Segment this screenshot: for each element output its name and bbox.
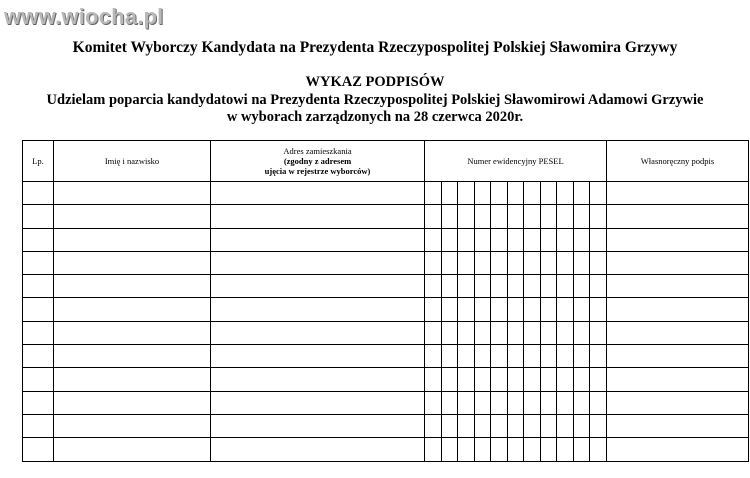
pesel-digit-box[interactable] bbox=[557, 252, 574, 274]
address-cell[interactable] bbox=[211, 321, 425, 344]
pesel-cell[interactable] bbox=[425, 182, 607, 205]
pesel-digit-box[interactable] bbox=[574, 229, 591, 251]
pesel-digit-boxes bbox=[425, 275, 606, 297]
table-row bbox=[23, 414, 749, 437]
pesel-digit-box[interactable] bbox=[442, 275, 459, 297]
pesel-digit-box[interactable] bbox=[524, 415, 541, 437]
table-row bbox=[23, 228, 749, 251]
pesel-digit-boxes bbox=[425, 438, 606, 460]
pesel-digit-box[interactable] bbox=[442, 415, 459, 437]
pesel-digit-box[interactable] bbox=[425, 275, 442, 297]
pesel-digit-box[interactable] bbox=[590, 298, 606, 320]
pesel-digit-box[interactable] bbox=[541, 205, 558, 227]
address-cell[interactable] bbox=[211, 205, 425, 228]
committee-title: Komitet Wyborczy Kandydata na Prezydenta Rzeczypospolitej Polskiej Sławomira Grzywy bbox=[72, 39, 678, 56]
pesel-digit-box[interactable] bbox=[442, 252, 459, 274]
pesel-digit-box[interactable] bbox=[590, 392, 606, 414]
header-address-note-2: ujęcia w rejestrze wyborców) bbox=[264, 166, 371, 176]
header-address bbox=[211, 141, 425, 182]
pesel-digit-boxes bbox=[425, 298, 606, 320]
table-row bbox=[23, 438, 749, 461]
pesel-digit-box[interactable] bbox=[442, 229, 459, 251]
table-header-row bbox=[23, 141, 749, 182]
address-cell[interactable] bbox=[211, 414, 425, 437]
pesel-digit-box[interactable] bbox=[524, 392, 541, 414]
signature-cell[interactable] bbox=[607, 438, 749, 461]
pesel-digit-box[interactable] bbox=[458, 252, 475, 274]
pesel-digit-box[interactable] bbox=[491, 229, 508, 251]
signature-cell[interactable] bbox=[607, 205, 749, 228]
signature-cell[interactable] bbox=[607, 321, 749, 344]
pesel-digit-box[interactable] bbox=[458, 392, 475, 414]
pesel-digit-boxes bbox=[425, 368, 606, 390]
signature-cell[interactable] bbox=[607, 298, 749, 321]
address-cell[interactable] bbox=[211, 345, 425, 368]
address-cell[interactable] bbox=[211, 298, 425, 321]
pesel-digit-box[interactable] bbox=[425, 322, 442, 344]
pesel-digit-box[interactable] bbox=[491, 275, 508, 297]
pesel-digit-box[interactable] bbox=[508, 182, 525, 204]
pesel-digit-box[interactable] bbox=[458, 438, 475, 460]
name-cell[interactable] bbox=[54, 275, 211, 298]
pesel-digit-box[interactable] bbox=[541, 298, 558, 320]
signature-cell[interactable] bbox=[607, 391, 749, 414]
pesel-digit-box[interactable] bbox=[475, 275, 492, 297]
name-cell[interactable] bbox=[54, 228, 211, 251]
lp-cell bbox=[23, 205, 54, 228]
signature-cell[interactable] bbox=[607, 414, 749, 437]
pesel-digit-box[interactable] bbox=[458, 229, 475, 251]
pesel-digit-box[interactable] bbox=[475, 205, 492, 227]
signature-cell[interactable] bbox=[607, 182, 749, 205]
pesel-digit-box[interactable] bbox=[524, 229, 541, 251]
pesel-cell[interactable] bbox=[425, 391, 607, 414]
pesel-digit-box[interactable] bbox=[491, 205, 508, 227]
pesel-cell[interactable] bbox=[425, 298, 607, 321]
pesel-digit-box[interactable] bbox=[425, 298, 442, 320]
address-cell[interactable] bbox=[211, 251, 425, 274]
table-row bbox=[23, 391, 749, 414]
pesel-digit-box[interactable] bbox=[475, 345, 492, 367]
table-row bbox=[23, 205, 749, 228]
table-row bbox=[23, 275, 749, 298]
pesel-digit-box[interactable] bbox=[442, 368, 459, 390]
pesel-digit-box[interactable] bbox=[557, 229, 574, 251]
pesel-digit-box[interactable] bbox=[458, 205, 475, 227]
lp-cell bbox=[23, 438, 54, 461]
name-cell[interactable] bbox=[54, 321, 211, 344]
pesel-digit-box[interactable] bbox=[541, 252, 558, 274]
pesel-digit-boxes bbox=[425, 415, 606, 437]
lp-cell bbox=[23, 251, 54, 274]
pesel-cell[interactable] bbox=[425, 438, 607, 461]
pesel-digit-box[interactable] bbox=[590, 415, 606, 437]
name-cell[interactable] bbox=[54, 414, 211, 437]
pesel-digit-box[interactable] bbox=[541, 275, 558, 297]
lp-cell bbox=[23, 414, 54, 437]
pesel-digit-box[interactable] bbox=[508, 298, 525, 320]
header-address-note-1: (zgodny z adresem bbox=[283, 156, 352, 166]
pesel-cell[interactable] bbox=[425, 275, 607, 298]
pesel-digit-box[interactable] bbox=[491, 345, 508, 367]
pesel-digit-box[interactable] bbox=[590, 205, 606, 227]
name-cell[interactable] bbox=[54, 251, 211, 274]
pesel-digit-box[interactable] bbox=[557, 298, 574, 320]
pesel-digit-box[interactable] bbox=[491, 298, 508, 320]
pesel-digit-boxes bbox=[425, 252, 606, 274]
pesel-digit-box[interactable] bbox=[425, 252, 442, 274]
signature-cell[interactable] bbox=[607, 275, 749, 298]
pesel-digit-box[interactable] bbox=[557, 322, 574, 344]
pesel-digit-box[interactable] bbox=[524, 322, 541, 344]
pesel-digit-box[interactable] bbox=[475, 298, 492, 320]
lp-cell bbox=[23, 298, 54, 321]
election-date-line: w wyborach zarządzonych na 28 czerwca 2020r. bbox=[226, 109, 524, 125]
pesel-digit-box[interactable] bbox=[524, 298, 541, 320]
pesel-digit-boxes bbox=[425, 205, 606, 227]
pesel-digit-box[interactable] bbox=[557, 275, 574, 297]
pesel-digit-box[interactable] bbox=[508, 252, 525, 274]
pesel-digit-box[interactable] bbox=[491, 252, 508, 274]
pesel-digit-box[interactable] bbox=[442, 182, 459, 204]
pesel-digit-box[interactable] bbox=[425, 392, 442, 414]
pesel-digit-boxes bbox=[425, 182, 606, 204]
table-row bbox=[23, 368, 749, 391]
pesel-digit-box[interactable] bbox=[524, 252, 541, 274]
pesel-digit-box[interactable] bbox=[541, 182, 558, 204]
signature-cell[interactable] bbox=[607, 345, 749, 368]
pesel-digit-box[interactable] bbox=[524, 345, 541, 367]
table-row bbox=[23, 298, 749, 321]
pesel-digit-box[interactable] bbox=[574, 252, 591, 274]
pesel-digit-box[interactable] bbox=[442, 438, 459, 460]
pesel-digit-box[interactable] bbox=[425, 182, 442, 204]
pesel-digit-box[interactable] bbox=[508, 229, 525, 251]
pesel-digit-box[interactable] bbox=[541, 438, 558, 460]
pesel-digit-box[interactable] bbox=[574, 415, 591, 437]
lp-cell bbox=[23, 321, 54, 344]
name-cell[interactable] bbox=[54, 182, 211, 205]
pesel-digit-box[interactable] bbox=[541, 368, 558, 390]
signature-cell[interactable] bbox=[607, 368, 749, 391]
pesel-cell[interactable] bbox=[425, 321, 607, 344]
pesel-digit-box[interactable] bbox=[574, 345, 591, 367]
pesel-digit-box[interactable] bbox=[590, 252, 606, 274]
form-heading bbox=[0, 74, 750, 127]
lp-cell bbox=[23, 275, 54, 298]
pesel-digit-box[interactable] bbox=[491, 392, 508, 414]
pesel-digit-box[interactable] bbox=[557, 438, 574, 460]
pesel-digit-box[interactable] bbox=[590, 275, 606, 297]
pesel-cell[interactable] bbox=[425, 251, 607, 274]
pesel-digit-box[interactable] bbox=[574, 368, 591, 390]
pesel-digit-box[interactable] bbox=[442, 392, 459, 414]
pesel-digit-box[interactable] bbox=[574, 182, 591, 204]
pesel-digit-box[interactable] bbox=[475, 182, 492, 204]
pesel-digit-box[interactable] bbox=[491, 415, 508, 437]
pesel-digit-boxes bbox=[425, 322, 606, 344]
pesel-cell[interactable] bbox=[425, 205, 607, 228]
pesel-digit-box[interactable] bbox=[574, 322, 591, 344]
header-pesel: Numer ewidencyjny PESEL bbox=[425, 141, 607, 182]
pesel-digit-box[interactable] bbox=[442, 345, 459, 367]
address-cell[interactable] bbox=[211, 275, 425, 298]
pesel-digit-box[interactable] bbox=[458, 322, 475, 344]
pesel-cell[interactable] bbox=[425, 345, 607, 368]
pesel-digit-box[interactable] bbox=[541, 322, 558, 344]
pesel-digit-box[interactable] bbox=[425, 205, 442, 227]
pesel-digit-box[interactable] bbox=[557, 182, 574, 204]
pesel-cell[interactable] bbox=[425, 368, 607, 391]
pesel-digit-box[interactable] bbox=[442, 322, 459, 344]
pesel-digit-box[interactable] bbox=[508, 438, 525, 460]
address-cell[interactable] bbox=[211, 438, 425, 461]
pesel-digit-box[interactable] bbox=[557, 368, 574, 390]
pesel-digit-box[interactable] bbox=[425, 229, 442, 251]
lp-cell bbox=[23, 345, 54, 368]
pesel-cell[interactable] bbox=[425, 228, 607, 251]
watermark: www.wiocha.pl bbox=[4, 4, 164, 29]
pesel-digit-box[interactable] bbox=[475, 438, 492, 460]
lp-cell bbox=[23, 182, 54, 205]
support-statement: Udzielam poparcia kandydatowi na Prezydenta Rzeczypospolitej Polskiej Sławomirowi Adamowi Grzywie bbox=[46, 91, 704, 108]
signature-cell[interactable] bbox=[607, 251, 749, 274]
pesel-cell[interactable] bbox=[425, 414, 607, 437]
pesel-digit-box[interactable] bbox=[425, 345, 442, 367]
pesel-digit-box[interactable] bbox=[524, 205, 541, 227]
pesel-digit-box[interactable] bbox=[574, 438, 591, 460]
pesel-digit-box[interactable] bbox=[508, 368, 525, 390]
pesel-digit-box[interactable] bbox=[508, 345, 525, 367]
pesel-digit-boxes bbox=[425, 345, 606, 367]
name-cell[interactable] bbox=[54, 298, 211, 321]
pesel-digit-box[interactable] bbox=[590, 322, 606, 344]
pesel-digit-box[interactable] bbox=[458, 275, 475, 297]
table-row bbox=[23, 251, 749, 274]
pesel-digit-box[interactable] bbox=[574, 275, 591, 297]
pesel-digit-box[interactable] bbox=[590, 345, 606, 367]
header-address-label: Adres zamieszkania bbox=[283, 146, 352, 156]
signature-table bbox=[22, 140, 749, 462]
lp-cell bbox=[23, 368, 54, 391]
pesel-digit-box[interactable] bbox=[458, 415, 475, 437]
name-cell[interactable] bbox=[54, 205, 211, 228]
pesel-digit-box[interactable] bbox=[590, 368, 606, 390]
name-cell[interactable] bbox=[54, 345, 211, 368]
pesel-digit-box[interactable] bbox=[442, 205, 459, 227]
pesel-digit-box[interactable] bbox=[508, 275, 525, 297]
pesel-digit-box[interactable] bbox=[508, 392, 525, 414]
pesel-digit-box[interactable] bbox=[508, 205, 525, 227]
pesel-digit-box[interactable] bbox=[574, 392, 591, 414]
pesel-digit-box[interactable] bbox=[458, 298, 475, 320]
pesel-digit-box[interactable] bbox=[557, 392, 574, 414]
pesel-digit-box[interactable] bbox=[475, 392, 492, 414]
pesel-digit-boxes bbox=[425, 229, 606, 251]
pesel-digit-box[interactable] bbox=[425, 438, 442, 460]
pesel-digit-box[interactable] bbox=[524, 368, 541, 390]
table-row bbox=[23, 345, 749, 368]
pesel-digit-box[interactable] bbox=[590, 229, 606, 251]
pesel-digit-box[interactable] bbox=[557, 345, 574, 367]
pesel-digit-box[interactable] bbox=[557, 205, 574, 227]
lp-cell bbox=[23, 228, 54, 251]
pesel-digit-box[interactable] bbox=[425, 415, 442, 437]
pesel-digit-box[interactable] bbox=[590, 438, 606, 460]
pesel-digit-box[interactable] bbox=[541, 415, 558, 437]
pesel-digit-box[interactable] bbox=[508, 322, 525, 344]
pesel-digit-box[interactable] bbox=[458, 368, 475, 390]
address-cell[interactable] bbox=[211, 391, 425, 414]
header-lp: Lp. bbox=[23, 141, 54, 182]
address-cell[interactable] bbox=[211, 368, 425, 391]
lp-cell bbox=[23, 391, 54, 414]
pesel-digit-box[interactable] bbox=[491, 438, 508, 460]
table-row bbox=[23, 182, 749, 205]
pesel-digit-box[interactable] bbox=[541, 229, 558, 251]
pesel-digit-box[interactable] bbox=[557, 415, 574, 437]
pesel-digit-box[interactable] bbox=[425, 368, 442, 390]
form-title: WYKAZ PODPISÓW bbox=[305, 74, 445, 90]
name-cell[interactable] bbox=[54, 368, 211, 391]
signature-cell[interactable] bbox=[607, 228, 749, 251]
pesel-digit-box[interactable] bbox=[458, 182, 475, 204]
pesel-digit-box[interactable] bbox=[574, 205, 591, 227]
pesel-digit-box[interactable] bbox=[475, 368, 492, 390]
pesel-digit-box[interactable] bbox=[574, 298, 591, 320]
address-cell[interactable] bbox=[211, 228, 425, 251]
pesel-digit-box[interactable] bbox=[475, 252, 492, 274]
pesel-digit-box[interactable] bbox=[491, 322, 508, 344]
pesel-digit-box[interactable] bbox=[541, 345, 558, 367]
name-cell[interactable] bbox=[54, 438, 211, 461]
address-cell[interactable] bbox=[211, 182, 425, 205]
pesel-digit-box[interactable] bbox=[458, 345, 475, 367]
pesel-digit-boxes bbox=[425, 392, 606, 414]
pesel-digit-box[interactable] bbox=[442, 298, 459, 320]
pesel-digit-box[interactable] bbox=[475, 322, 492, 344]
pesel-digit-box[interactable] bbox=[541, 392, 558, 414]
header-signature: Własnoręczny podpis bbox=[607, 141, 749, 182]
pesel-digit-box[interactable] bbox=[475, 229, 492, 251]
header-name: Imię i nazwisko bbox=[54, 141, 211, 182]
pesel-digit-box[interactable] bbox=[491, 182, 508, 204]
pesel-digit-box[interactable] bbox=[524, 438, 541, 460]
pesel-digit-box[interactable] bbox=[524, 275, 541, 297]
pesel-digit-box[interactable] bbox=[491, 368, 508, 390]
name-cell[interactable] bbox=[54, 391, 211, 414]
pesel-digit-box[interactable] bbox=[524, 182, 541, 204]
pesel-digit-box[interactable] bbox=[590, 182, 606, 204]
table-row bbox=[23, 321, 749, 344]
pesel-digit-box[interactable] bbox=[508, 415, 525, 437]
pesel-digit-box[interactable] bbox=[475, 415, 492, 437]
